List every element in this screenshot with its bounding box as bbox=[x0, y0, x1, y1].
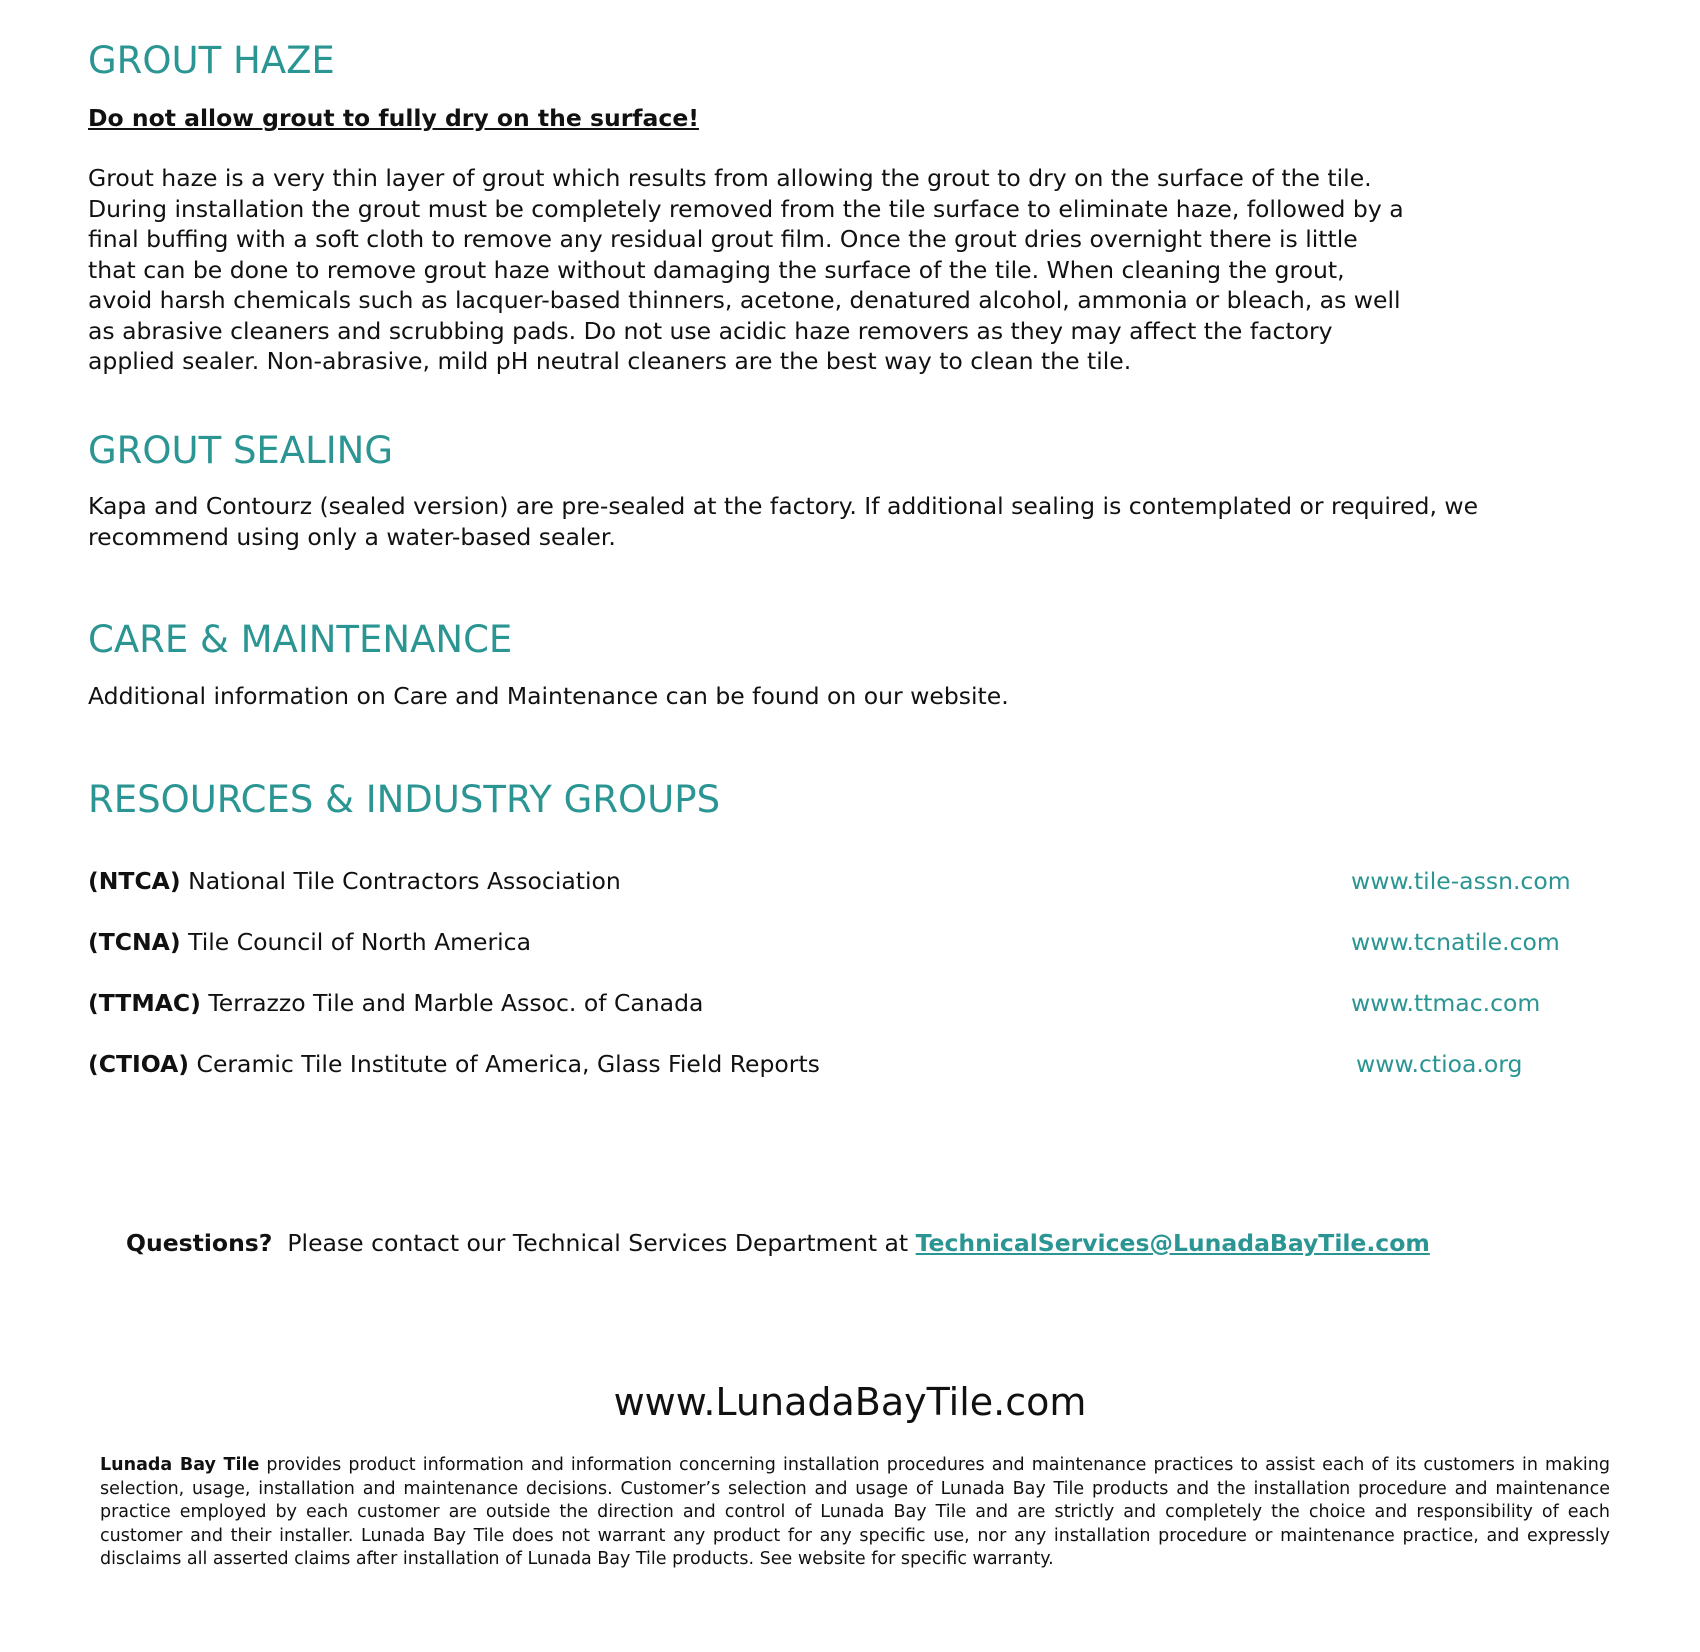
contact-email-link[interactable]: TechnicalServices@LunadaBayTile.com bbox=[915, 1229, 1430, 1257]
questions-label: Questions? bbox=[126, 1229, 273, 1257]
grout-haze-body bbox=[88, 163, 1404, 377]
care-maintenance-body: Additional information on Care and Maintenance can be found on our website. bbox=[88, 682, 1009, 710]
resource-row bbox=[88, 864, 1600, 898]
body-line: Kapa and Contourz (sealed version) are pre-sealed at the factory. If additional sealing is contemplated or required, we bbox=[88, 492, 1479, 520]
company-website[interactable]: www.LunadaBayTile.com bbox=[613, 1380, 1087, 1424]
disclaimer bbox=[100, 1454, 1610, 1572]
contact-text: Please contact our Technical Services Department at bbox=[287, 1229, 909, 1257]
resources-heading: RESOURCES & INDUSTRY GROUPS bbox=[88, 778, 721, 821]
resource-row bbox=[88, 925, 1600, 959]
resource-link[interactable]: www.tcnatile.com bbox=[1351, 928, 1560, 956]
resource-name: Terrazzo Tile and Marble Assoc. of Canada bbox=[208, 989, 704, 1017]
care-maintenance-heading: CARE & MAINTENANCE bbox=[88, 618, 513, 661]
resource-abbr: (NTCA) bbox=[88, 867, 181, 895]
resource-name: Ceramic Tile Institute of America, Glass Field Reports bbox=[196, 1050, 820, 1078]
disclaimer-text: provides product information and information concerning installation procedures and maintenance practices to assist each of its customers in making selection, usage, installation and maintenance decisions. Customer’s selection and usage of Lunada Bay Tile products and the installation procedure and maintenance practice employed by each customer are outside the direction and control of Lunada Bay Tile and are strictly and completely the choice and responsibility of each customer and their installer. Lunada Bay Tile does not warrant any product for any specific use, nor any installation procedure or maintenance practice, and expressly disclaims all asserted claims after installation of Lunada Bay Tile products. See website for specific warranty. bbox=[100, 1455, 1610, 1569]
resource-abbr: (TCNA) bbox=[88, 928, 181, 956]
body-line: applied sealer. Non-abrasive, mild pH neutral cleaners are the best way to clean the tile. bbox=[88, 347, 1132, 375]
contact-line bbox=[126, 1226, 1430, 1260]
grout-sealing-body bbox=[88, 491, 1478, 552]
disclaimer-company: Lunada Bay Tile bbox=[100, 1455, 260, 1475]
body-line: that can be done to remove grout haze without damaging the surface of the tile. When cleaning the grout, bbox=[88, 255, 1345, 284]
body-line: as abrasive cleaners and scrubbing pads. Do not use acidic haze removers as they may affect the factory bbox=[88, 316, 1333, 345]
grout-haze-heading: GROUT HAZE bbox=[88, 39, 335, 82]
resource-abbr: (TTMAC) bbox=[88, 989, 201, 1017]
resource-row bbox=[88, 986, 1600, 1020]
resource-row bbox=[88, 1047, 1600, 1081]
resource-link[interactable]: www.tile-assn.com bbox=[1351, 867, 1571, 895]
resource-link[interactable]: www.ttmac.com bbox=[1351, 989, 1541, 1017]
grout-sealing-heading: GROUT SEALING bbox=[88, 429, 393, 472]
resource-abbr: (CTIOA) bbox=[88, 1050, 190, 1078]
body-line: avoid harsh chemicals such as lacquer-based thinners, acetone, denatured alcohol, ammonia or bleach, as well bbox=[88, 286, 1401, 314]
resource-name: National Tile Contractors Association bbox=[188, 867, 621, 895]
resource-name: Tile Council of North America bbox=[188, 928, 532, 956]
resource-link[interactable]: www.ctioa.org bbox=[1356, 1050, 1523, 1078]
body-line: During installation the grout must be completely removed from the tile surface to eliminate haze, followed by a bbox=[88, 194, 1404, 223]
body-line: recommend using only a water-based sealer. bbox=[88, 522, 616, 551]
grout-warning: Do not allow grout to fully dry on the surface! bbox=[88, 104, 699, 132]
body-line: Grout haze is a very thin layer of grout which results from allowing the grout to dry on the surface of the tile. bbox=[88, 164, 1372, 192]
body-line: final buffing with a soft cloth to remove any residual grout film. Once the grout dries overnight there is little bbox=[88, 225, 1358, 253]
